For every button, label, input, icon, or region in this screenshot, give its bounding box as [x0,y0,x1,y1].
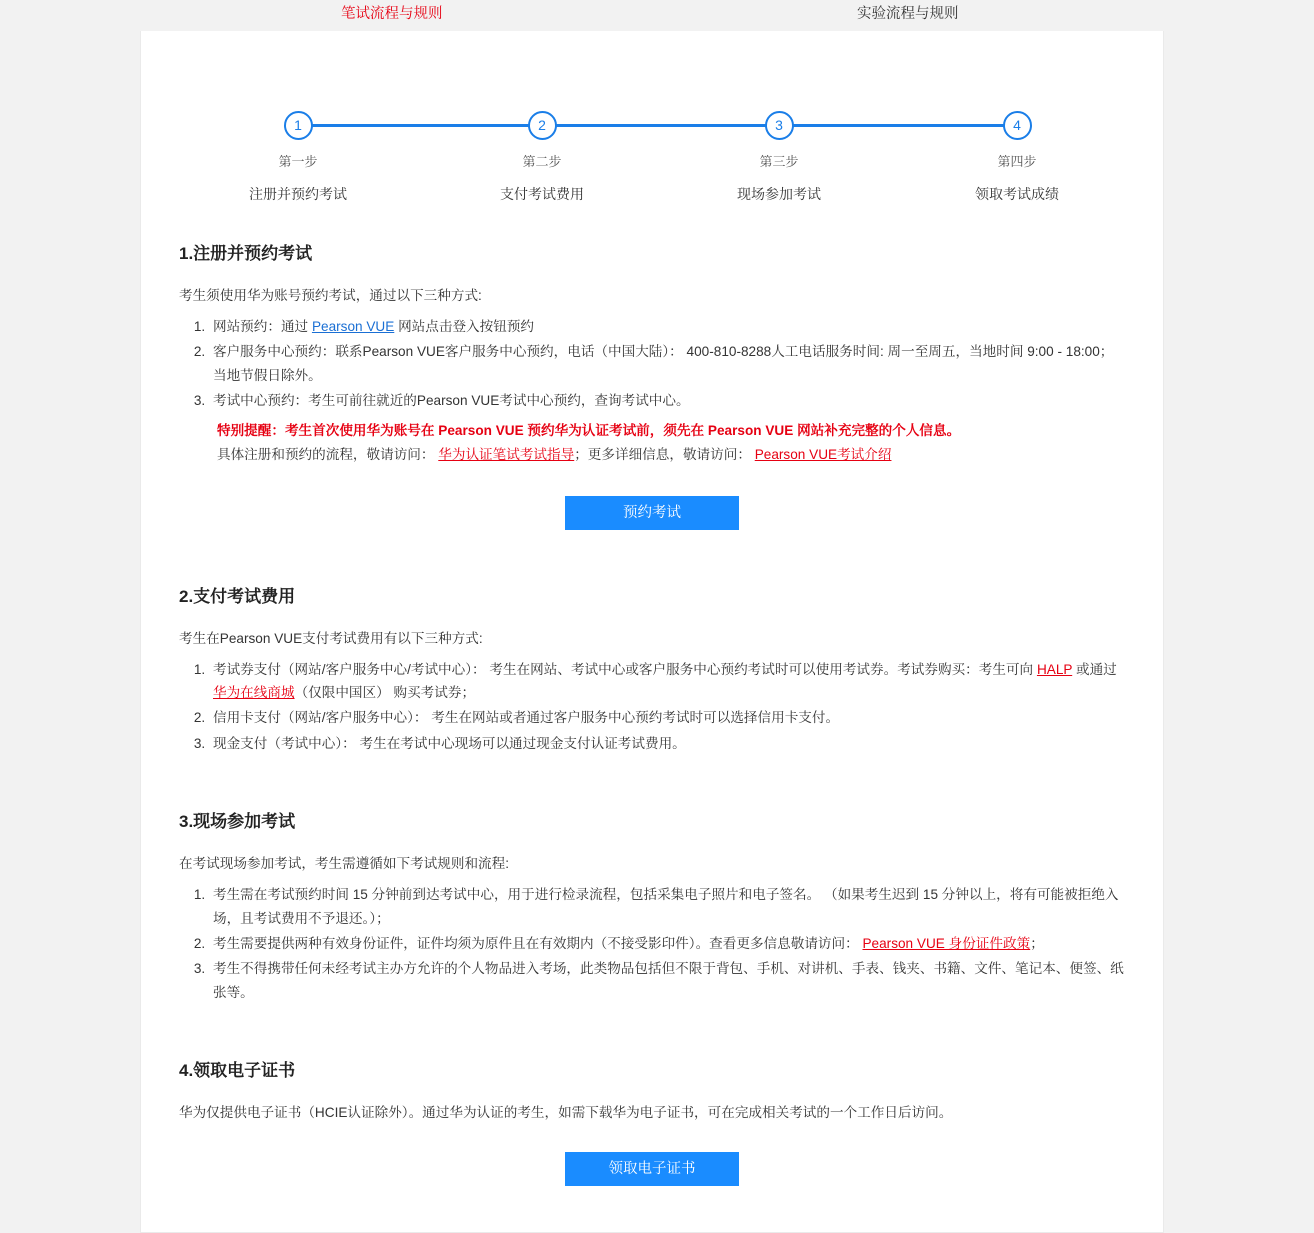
step-number-badge: 2 [528,111,557,140]
step-label: 第四步 [997,154,1037,169]
step-label: 第一步 [278,154,318,169]
list-item-text-post: （仅限中国区） 购买考试券； [294,685,476,701]
step-number-badge: 3 [765,111,794,140]
list-item-text-post: ； [1030,936,1044,952]
section3-intro: 在考试现场参加考试，考生需遵循如下考试规则和流程: [179,856,510,872]
list-item-text-mid: 或通过 [1072,661,1117,677]
step-label: 第三步 [759,154,799,169]
stepper-step-4 [937,111,1097,204]
progress-stepper [141,83,1163,213]
step-number-badge: 4 [1003,111,1032,140]
section-title-certificate: 4.领取电子证书 [179,1061,296,1081]
list-item: 1. 考生需在考试预约时间 15 分钟前到达考试中心，用于进行检录流程，包括采集电子照片和电子签名。 （如果考生迟到 15 分钟以上，将有可能被拒绝入场，且考试费用不予退还。）； [209,883,1125,930]
note-text-pre: 具体注册和预约的流程，敬请访问： [217,447,435,463]
list-item: 3. 考试中心预约：考生可前往就近的Pearson VUE考试中心预约，查询考试中心。 [209,389,1125,412]
section-title-payment: 2.支付考试费用 [179,586,296,606]
tab-lab-exam-rules[interactable]: 实验流程与规则 [857,6,959,22]
list-item: 3. 考生不得携带任何未经考试主办方允许的个人物品进入考场，此类物品包括但不限于背包、手机、对讲机、手表、钱夹、书籍、文件、笔记本、便签、纸张等。 [209,957,1125,1004]
list-item-text-pre: 网站预约：通过 [213,319,312,335]
id-policy-link[interactable]: Pearson VUE 身份证件政策 [862,936,1031,952]
section2-list [179,658,1125,756]
stepper-step-2 [462,111,622,204]
stepper-connector-line [298,124,1018,127]
list-item-text-post: 网站点击登入按钮预约 [394,319,535,335]
list-item [209,932,1125,955]
spacer [179,761,1125,781]
list-item: 2. 客户服务中心预约：联系Pearson VUE客户服务中心预约，电话（中国大陆）： 400-810-8288人工电话服务时间: 周一至周五，当地时间 9:00 - 18:00；当地节假日除外。 [209,340,1125,387]
spacer [179,1010,1125,1030]
get-certificate-button[interactable]: 领取电子证书 [565,1152,739,1186]
huawei-online-store-link[interactable]: 华为在线商城 [213,685,295,701]
book-exam-button-row [179,496,1125,530]
tab-bar [0,0,1314,31]
list-item [209,658,1125,705]
tab-written-exam-rules[interactable]: 笔试流程与规则 [341,6,443,22]
list-item: 3. 现金支付（考试中心）： 考生在考试中心现场可以通过现金支付认证考试费用。 [209,732,1125,755]
stepper-step-1 [218,111,378,204]
section-title-onsite: 3.现场参加考试 [179,812,296,832]
section1-links-note [217,443,1125,467]
step-description: 领取考试成绩 [975,186,1059,202]
section1-list [179,315,1125,413]
section3-list [179,883,1125,1004]
list-item: 2. 信用卡支付（网站/客户服务中心）： 考生在网站或者通过客户服务中心预约考试时可以选择信用卡支付。 [209,706,1125,729]
section4-text: 华为仅提供电子证书（HCIE认证除外）。通过华为认证的考生，如需下载华为电子证书，可在完成相关考试的一个工作日后访问。 [179,1105,953,1121]
content-card [140,31,1164,1233]
book-exam-button[interactable]: 预约考试 [565,496,739,530]
pearson-vue-link[interactable]: Pearson VUE [311,319,395,335]
pearson-vue-intro-link[interactable]: Pearson VUE考试介绍 [754,447,892,463]
list-item-text-pre: 考试券支付（网站/客户服务中心/考试中心）： 考生在网站、考试中心或客户服务中心预约考试时可以使用考试券。考试券购买：考生可向 [213,661,1037,677]
section-title-register: 1.注册并预约考试 [179,244,313,263]
get-certificate-button-row [179,1152,1125,1186]
list-item [209,315,1125,338]
section1-intro: 考生须使用华为账号预约考试，通过以下三种方式: [179,288,482,303]
list-item-text-pre: 考生需要提供两种有效身份证件，证件均须为原件且在有效期内（不接受影印件）。查看更多信息敬请访问： [213,936,863,952]
written-exam-guide-link[interactable]: 华为认证笔试考试指导 [438,447,575,463]
step-label: 第二步 [522,154,562,169]
section1-special-notice: 特别提醒：考生首次使用华为账号在 Pearson VUE 预约华为认证考试前，须先在 Pearson VUE 网站补充完整的个人信息。 [217,422,961,438]
step-number-badge: 1 [284,111,313,140]
article-body [141,239,1163,1232]
stepper-step-3 [699,111,859,204]
halp-link[interactable]: HALP [1036,661,1073,677]
note-text-mid: ；更多详细信息，敬请访问： [574,447,751,463]
spacer [179,536,1125,556]
section2-intro: 考生在Pearson VUE支付考试费用有以下三种方式: [179,630,483,646]
step-description: 注册并预约考试 [249,186,347,202]
step-description: 现场参加考试 [737,186,821,202]
step-description: 支付考试费用 [500,186,584,202]
